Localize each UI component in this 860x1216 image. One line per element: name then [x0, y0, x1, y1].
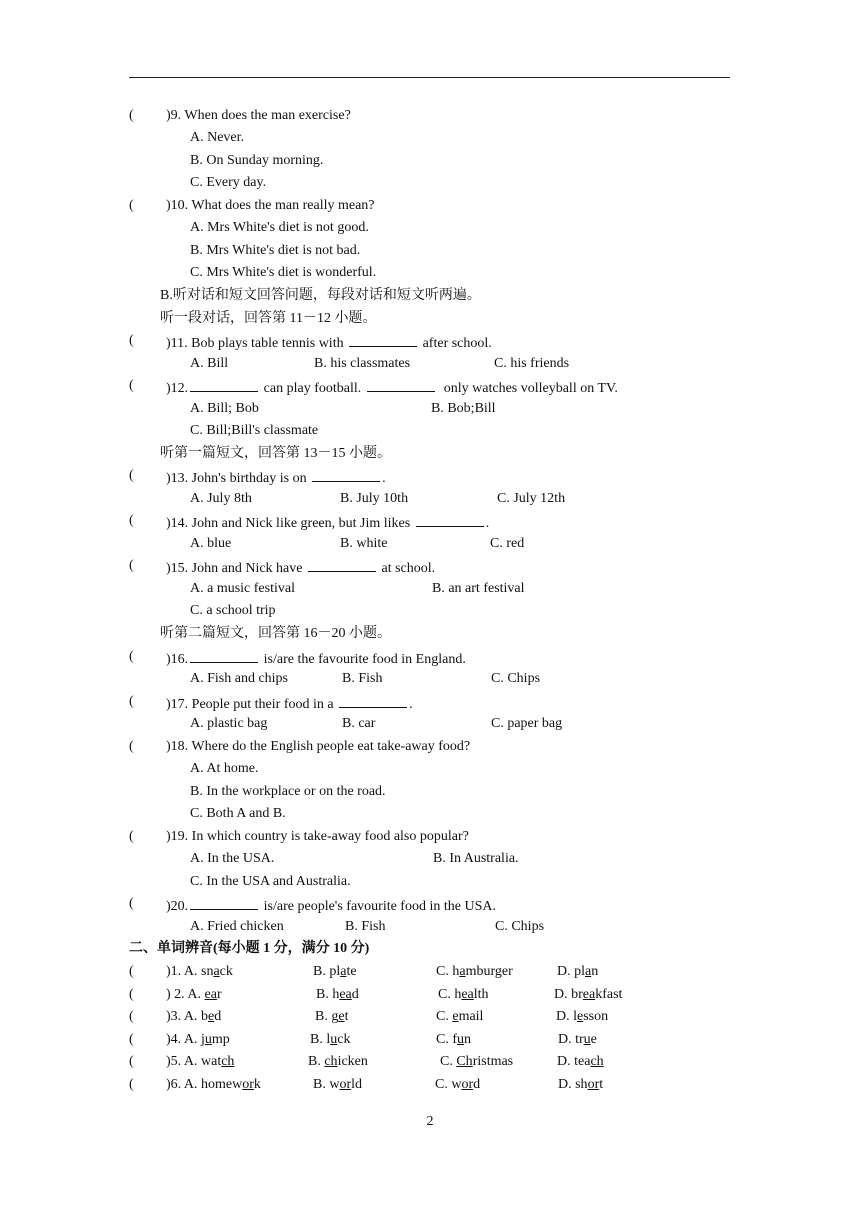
- q11-option-a: A. Bill: [190, 356, 229, 371]
- underlined-letters: a: [585, 964, 592, 979]
- phonetics-2-option-a: ) 2. A. ear: [166, 987, 222, 1002]
- paren: (: [129, 694, 134, 709]
- q12-option-c: C. Bill;Bill's classmate: [190, 423, 319, 438]
- paren: (: [129, 1054, 134, 1069]
- q16-option-b: B. Fish: [342, 671, 383, 686]
- underlined-letters: or: [242, 1077, 254, 1092]
- question-19: )19. In which country is take-away food also popular?: [166, 829, 469, 844]
- question-17: )17. People put their food in a .: [166, 693, 413, 711]
- underlined-letters: a: [213, 964, 220, 979]
- question-11: )11. Bob plays table tennis with after school.: [166, 332, 492, 350]
- q13-option-b: B. July 10th: [340, 491, 409, 506]
- item-number: )5.: [166, 1054, 184, 1069]
- phonetics-4-option-d: D. true: [558, 1032, 597, 1047]
- q9-option-c: C. Every day.: [190, 175, 267, 190]
- phonetics-5-option-a: )5. A. watch: [166, 1054, 235, 1069]
- underlined-letters: u: [457, 1032, 464, 1047]
- q13-option-c: C. July 12th: [497, 491, 566, 506]
- phonetics-3-option-d: D. lesson: [556, 1009, 609, 1024]
- underlined-letters: ch: [221, 1054, 235, 1069]
- underlined-letters: e: [577, 1009, 584, 1024]
- underlined-letters: Ch: [456, 1054, 473, 1069]
- paren: (: [129, 468, 134, 483]
- q10-option-b: B. Mrs White's diet is not bad.: [190, 243, 361, 258]
- underlined-letters: u: [330, 1032, 338, 1047]
- q19-option-b: B. In Australia.: [433, 851, 519, 866]
- paren: (: [129, 829, 134, 844]
- underlined-letters: u: [204, 1032, 212, 1047]
- q9-option-a: A. Never.: [190, 130, 245, 145]
- paren: (: [129, 964, 134, 979]
- answer-blank[interactable]: [190, 648, 258, 663]
- q11-option-b: B. his classmates: [314, 356, 411, 371]
- question-12: )12. can play football. only watches volleyball on TV.: [166, 377, 618, 395]
- phonetics-6-option-d: D. short: [558, 1077, 604, 1092]
- paren: (: [129, 558, 134, 573]
- underlined-letters: a: [340, 964, 347, 979]
- item-number: )4.: [166, 1032, 184, 1047]
- paren: (: [129, 108, 134, 123]
- phonetics-1-option-c: C. hamburger: [436, 964, 513, 979]
- phonetics-6-option-a: )6. A. homework: [166, 1077, 261, 1092]
- underlined-letters: ea: [582, 987, 596, 1002]
- underlined-letters: ea: [461, 987, 474, 1002]
- q14-option-b: B. white: [340, 536, 388, 551]
- phonetics-4-option-c: C. fun: [436, 1032, 471, 1047]
- q18-option-b: B. In the workplace or on the road.: [190, 784, 386, 799]
- question-14: )14. John and Nick like green, but Jim likes .: [166, 512, 489, 530]
- question-15: )15. John and Nick have at school.: [166, 557, 435, 575]
- phonetics-2-option-b: B. head: [316, 987, 359, 1002]
- paren: (: [129, 333, 134, 348]
- q14-option-c: C. red: [490, 536, 525, 551]
- answer-blank[interactable]: [339, 693, 407, 708]
- item-number: ) 2.: [166, 987, 188, 1002]
- q12-option-b: B. Bob;Bill: [431, 401, 496, 416]
- phonetics-4-option-b: B. luck: [310, 1032, 351, 1047]
- phonetics-6-option-c: C. word: [435, 1077, 481, 1092]
- q16-option-c: C. Chips: [491, 671, 541, 686]
- q15-option-a: A. a music festival: [190, 581, 295, 596]
- answer-blank[interactable]: [190, 895, 258, 910]
- phonetics-1-option-a: )1. A. snack: [166, 964, 233, 979]
- question-10: )10. What does the man really mean?: [166, 198, 375, 213]
- phonetics-2-option-d: D. breakfast: [554, 987, 623, 1002]
- phonetics-1-option-b: B. plate: [313, 964, 357, 979]
- paren: (: [129, 649, 134, 664]
- dialog-instruction: 听一段对话，回答第 11－12 小题。: [160, 311, 377, 326]
- q10-option-c: C. Mrs White's diet is wonderful.: [190, 265, 377, 280]
- answer-blank[interactable]: [190, 377, 258, 392]
- q11-option-c: C. his friends: [494, 356, 570, 371]
- underlined-letters: ch: [324, 1054, 338, 1069]
- q15-option-b: B. an art festival: [432, 581, 525, 596]
- question-20: )20. is/are people's favourite food in the USA.: [166, 895, 496, 913]
- q20-option-b: B. Fish: [345, 919, 386, 934]
- q15-option-c: C. a school trip: [190, 603, 276, 618]
- q19-option-a: A. In the USA.: [190, 851, 275, 866]
- underlined-letters: or: [461, 1077, 474, 1092]
- phonetics-5-option-b: B. chicken: [308, 1054, 368, 1069]
- phonetics-3-option-c: C. email: [436, 1009, 484, 1024]
- phonetics-heading: 二、单词辨音(每小题 1 分，满分 10 分): [129, 941, 370, 956]
- item-number: )6.: [166, 1077, 184, 1092]
- answer-blank[interactable]: [312, 467, 380, 482]
- passage2-instruction: 听第二篇短文，回答第 16－20 小题。: [160, 626, 391, 641]
- phonetics-2-option-c: C. health: [438, 987, 489, 1002]
- header-rule: [129, 77, 730, 78]
- q20-option-a: A. Fried chicken: [190, 919, 284, 934]
- underlined-letters: e: [452, 1009, 459, 1024]
- item-number: )1.: [166, 964, 184, 979]
- q12-option-a: A. Bill; Bob: [190, 401, 259, 416]
- phonetics-1-option-d: D. plan: [557, 964, 599, 979]
- answer-blank[interactable]: [349, 332, 417, 347]
- paren: (: [129, 378, 134, 393]
- q18-option-c: C. Both A and B.: [190, 806, 286, 821]
- section-b-instruction: B.听对话和短文回答问题，每段对话和短文听两遍。: [160, 288, 481, 303]
- page-number: 2: [426, 1114, 434, 1129]
- underlined-letters: e: [338, 1009, 345, 1024]
- q10-option-a: A. Mrs White's diet is not good.: [190, 220, 369, 235]
- question-18: )18. Where do the English people eat take-away food?: [166, 739, 471, 754]
- phonetics-6-option-b: B. world: [313, 1077, 363, 1092]
- underlined-letters: or: [339, 1077, 352, 1092]
- paren: (: [129, 198, 134, 213]
- paren: (: [129, 987, 134, 1002]
- underlined-letters: ch: [590, 1054, 604, 1069]
- phonetics-5-option-c: C. Christmas: [440, 1054, 514, 1069]
- underlined-letters: ea: [204, 987, 217, 1002]
- phonetics-3-option-a: )3. A. bed: [166, 1009, 222, 1024]
- question-13: )13. John's birthday is on .: [166, 467, 386, 485]
- q14-option-a: A. blue: [190, 536, 232, 551]
- question-16: )16. is/are the favourite food in England.: [166, 648, 466, 666]
- paren: (: [129, 513, 134, 528]
- answer-blank[interactable]: [367, 377, 435, 392]
- paren: (: [129, 1009, 134, 1024]
- q16-option-a: A. Fish and chips: [190, 671, 288, 686]
- q13-option-a: A. July 8th: [190, 491, 252, 506]
- paren: (: [129, 1032, 134, 1047]
- underlined-letters: or: [587, 1077, 600, 1092]
- paren: (: [129, 739, 134, 754]
- passage1-instruction: 听第一篇短文，回答第 13－15 小题。: [160, 446, 391, 461]
- phonetics-3-option-b: B. get: [315, 1009, 349, 1024]
- phonetics-5-option-d: D. teach: [557, 1054, 604, 1069]
- q18-option-a: A. At home.: [190, 761, 259, 776]
- paren: (: [129, 1077, 134, 1092]
- q17-option-c: C. paper bag: [491, 716, 563, 731]
- q20-option-c: C. Chips: [495, 919, 545, 934]
- underlined-letters: ea: [339, 987, 352, 1002]
- phonetics-4-option-a: )4. A. jump: [166, 1032, 230, 1047]
- paren: (: [129, 896, 134, 911]
- underlined-letters: u: [583, 1032, 591, 1047]
- answer-blank[interactable]: [416, 512, 484, 527]
- q17-option-a: A. plastic bag: [190, 716, 268, 731]
- q17-option-b: B. car: [342, 716, 376, 731]
- q9-option-b: B. On Sunday morning.: [190, 153, 324, 168]
- item-number: )3.: [166, 1009, 184, 1024]
- underlined-letters: e: [208, 1009, 215, 1024]
- answer-blank[interactable]: [308, 557, 376, 572]
- question-9: )9. When does the man exercise?: [166, 108, 351, 123]
- underlined-letters: a: [459, 964, 466, 979]
- q19-option-c: C. In the USA and Australia.: [190, 874, 351, 889]
